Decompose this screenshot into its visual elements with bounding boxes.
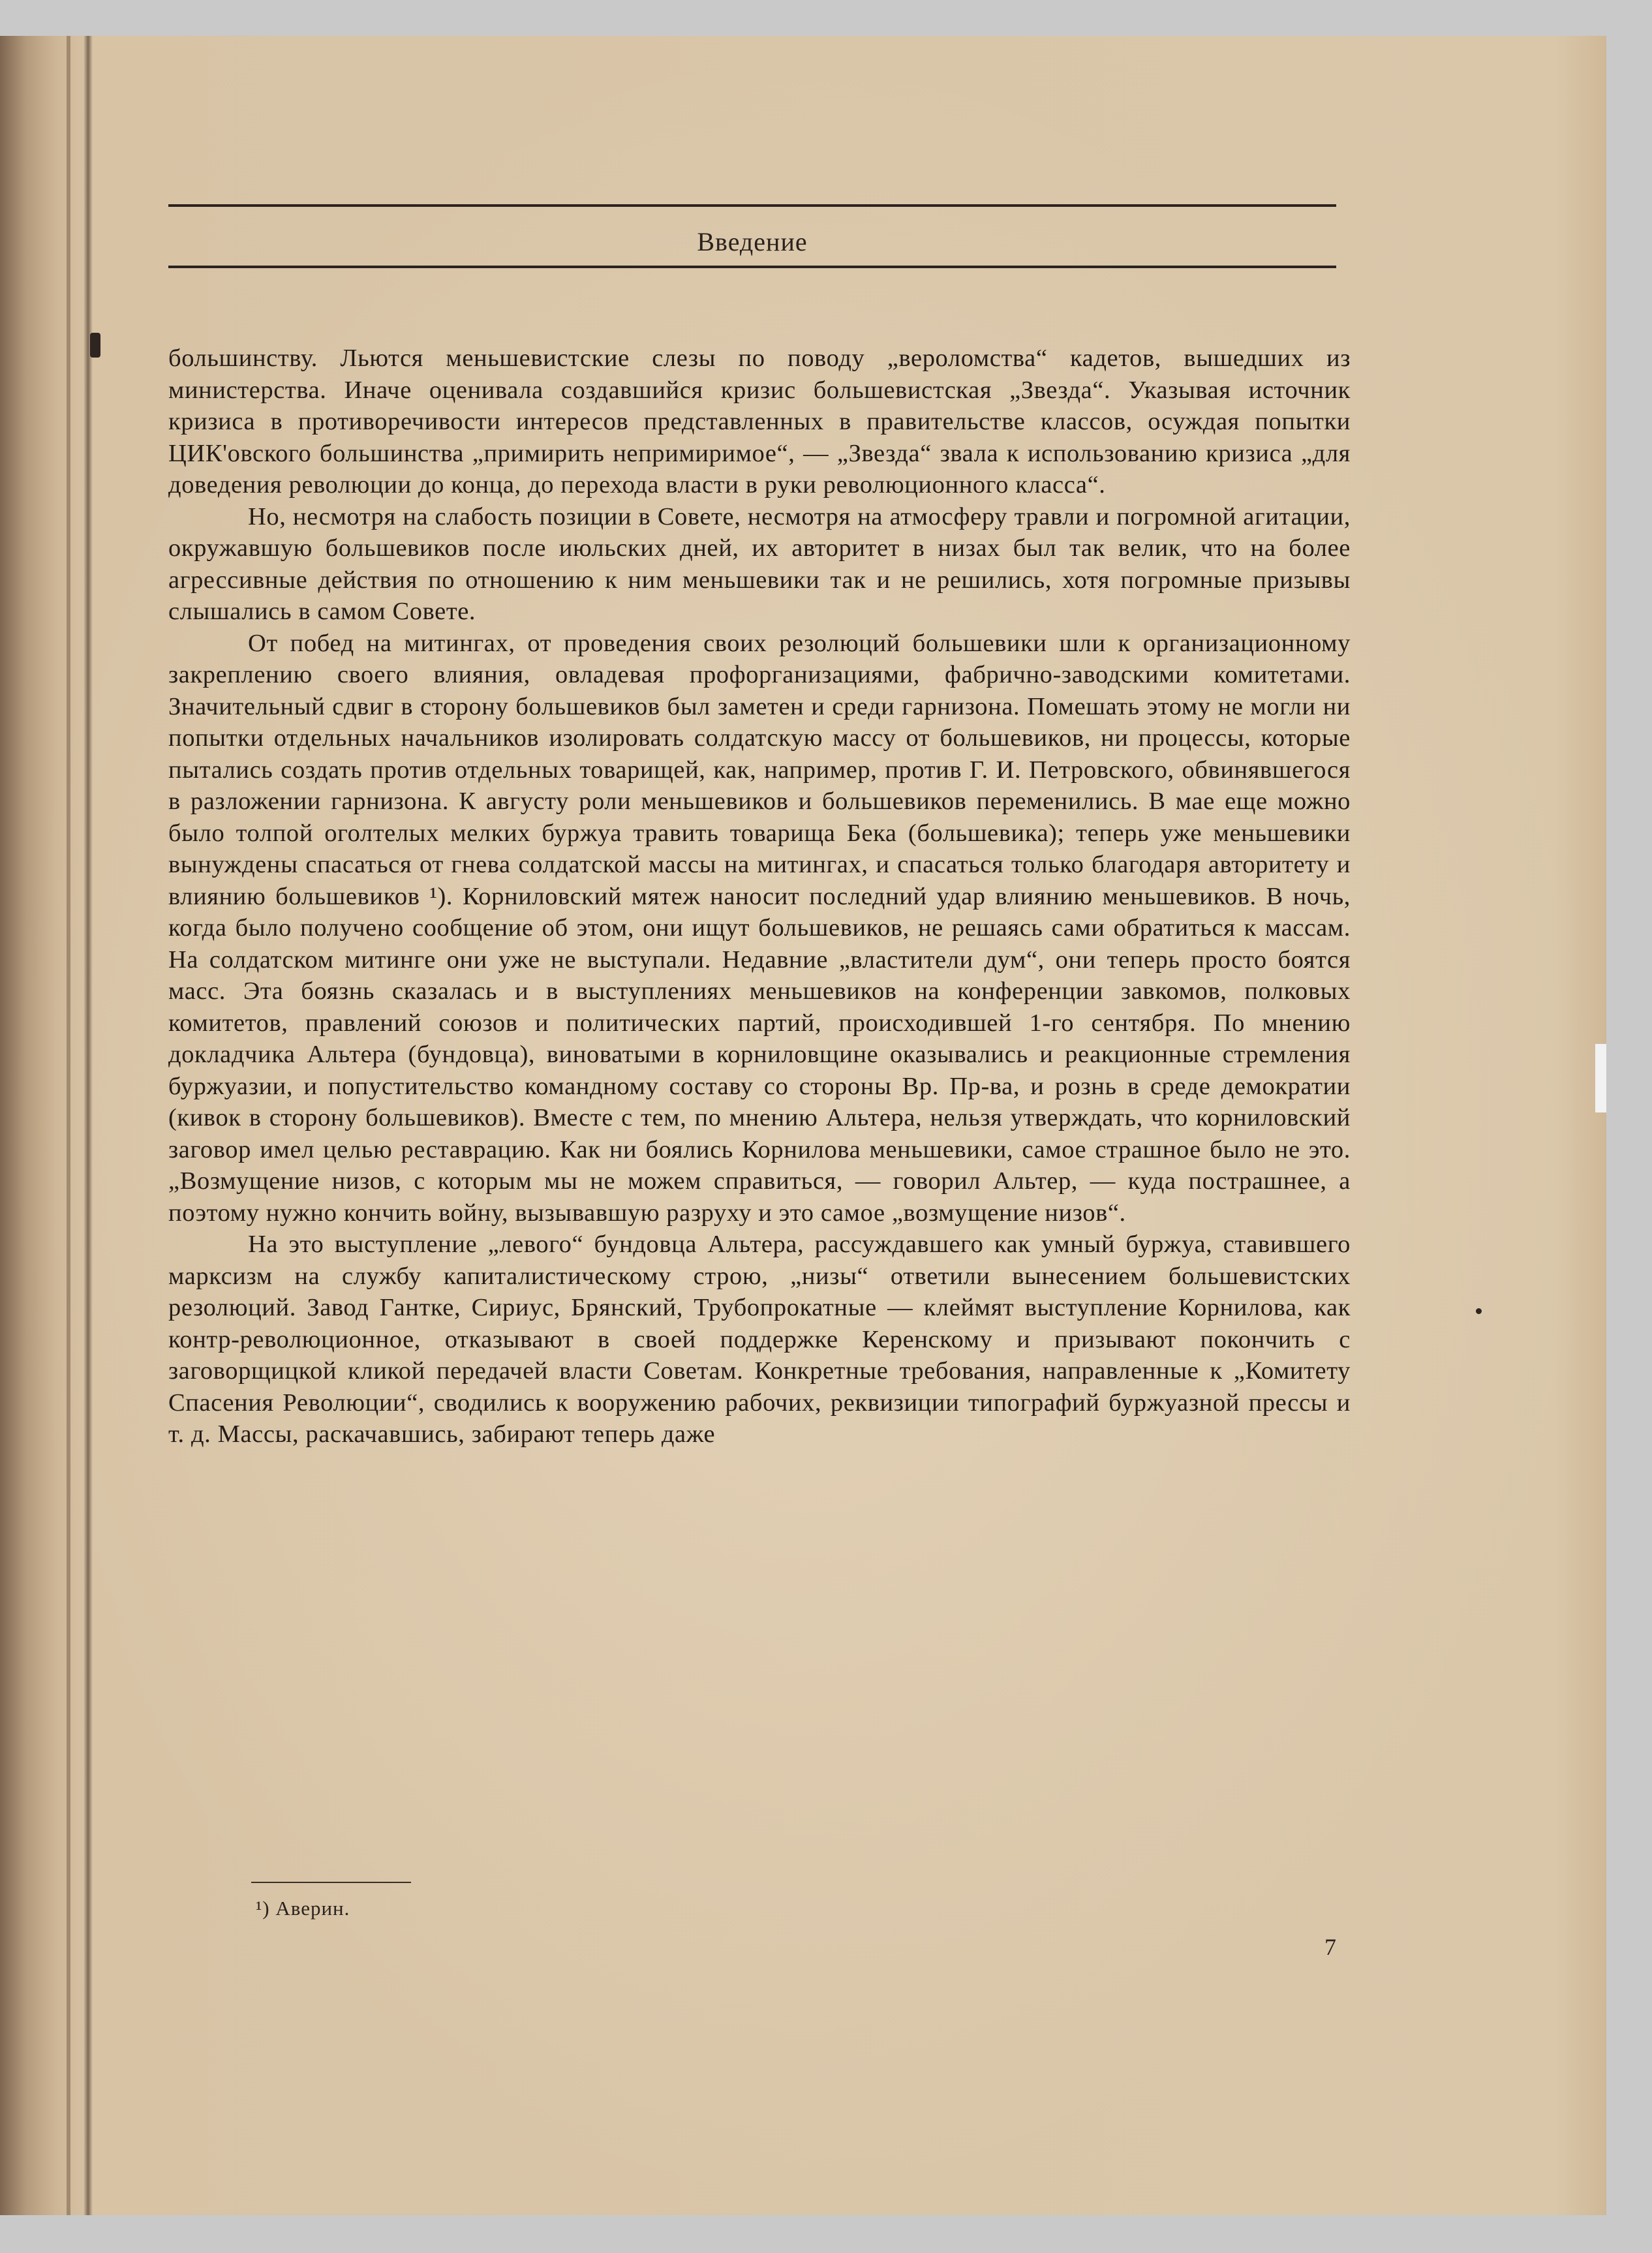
book-page bbox=[0, 36, 1606, 2215]
paragraph: От побед на митингах, от проведения своих резолюций большевики шли к организационному закреплению своего влияния, овладевая профорганизациями, фабрично-заводскими комитетами. Значительный сдвиг в сторону большевиков был заметен и среди гарнизона. Помешать этому не могли ни попытки отдельных начальников изолировать солдатскую массу от большевиков, ни процессы, которые пытались создать против отдельных товарищей, как, например, против Г. И. Петровского, обвинявшегося в разложении гарнизона. К августу роли меньшевиков и большевиков переменились. В мае еще можно было толпой оголтелых мелких буржуа травить товарища Бека (большевика); теперь уже меньшевики вынуждены спасаться от гнева солдатской массы на митингах, и спасаться только благодаря авторитету и влиянию большевиков ¹). Корниловский мятеж наносит последний удар влиянию меньшевиков. В ночь, когда было получено сообщение об этом, они ищут большевиков, не решаясь сами обратиться к массам. На солдатском митинге они уже не выступали. Недавние „властители дум“, они теперь просто боятся масс. Эта боязнь сказалась и в выступлениях меньшевиков на конференции завкомов, полковых комитетов, правлений союзов и политических партий, происходившей 1-го сентября. По мнению докладчика Альтера (бундовца), виноватыми в корниловщине оказывались и реакционные стремления буржуазии, и попустительство командному составу со стороны Вр. Пр-ва, и рознь в среде демократии (кивок в сторону большевиков). Вместе с тем, по мнению Альтера, нельзя утверждать, что корниловский заговор имел целью реставрацию. Как ни боялись Корнилова меньшевики, самое страшное было не это. „Возмущение низов, с которым мы не можем справиться, — говорил Альтер, — куда пострашнее, а поэтому нужно кончить войну, вызывавшую разруху и это самое „возмущение низов“. bbox=[168, 629, 1351, 1227]
page-number: 7 bbox=[1324, 1934, 1336, 1960]
footnote: ¹) Аверин. bbox=[256, 1897, 350, 1920]
body-text bbox=[168, 343, 1351, 1450]
running-head: Введение bbox=[697, 227, 808, 256]
page-fold-shadow bbox=[67, 36, 70, 2215]
header-rule-bottom bbox=[168, 266, 1336, 268]
paragraph: На это выступление „левого“ бундовца Альтера, рассуждавшего как умный буржуа, ставившего марксизм на службу капиталистическому строю, „низы“ ответили вынесением большевистских резолюций. Завод Гантке, Сириус, Брянский, Трубопрокатные — клеймят выступление Корнилова, как контр-революционное, отказывают в своей поддержке Керенскому и призывают покончить с заговорщицкой кликой передачей власти Советам. Конкретные требования, направленные к „Комитету Спасения Революции“, сводились к вооружению рабочих, реквизиции типографий буржуазной прессы и т. д. Массы, раскачавшись, забирают теперь даже bbox=[168, 1231, 1351, 1448]
footnote-rule bbox=[251, 1882, 411, 1883]
binding-mark bbox=[90, 333, 100, 358]
ink-speck bbox=[1476, 1308, 1482, 1314]
paragraph: большинству. Льются меньшевистские слезы по поводу „вероломства“ кадетов, вышедших из министерства. Иначе оценивала создавшийся кризис большевистская „Звезда“. Указывая источник кризиса в противоречивости интересов представленных в правительстве классов, осуждая попытки ЦИК'овского большинства „примирить непримиримое“, — „Звезда“ звала к использованию кризиса „для доведения революции до конца, до перехода власти в руки революционного класса“. bbox=[168, 345, 1351, 498]
paragraph: Но, несмотря на слабость позиции в Совете, несмотря на атмосферу травли и погромной агитации, окружавшую большевиков после июльских дней, их авторитет в низах был так велик, что на более агрессивные действия по отношению к ним меньшевики так и не решились, хотя погромные призывы слышались в самом Совете. bbox=[168, 502, 1351, 625]
page-edge-tear bbox=[1595, 1044, 1606, 1112]
header-rule-top bbox=[168, 204, 1336, 207]
book-gutter bbox=[84, 36, 93, 2215]
